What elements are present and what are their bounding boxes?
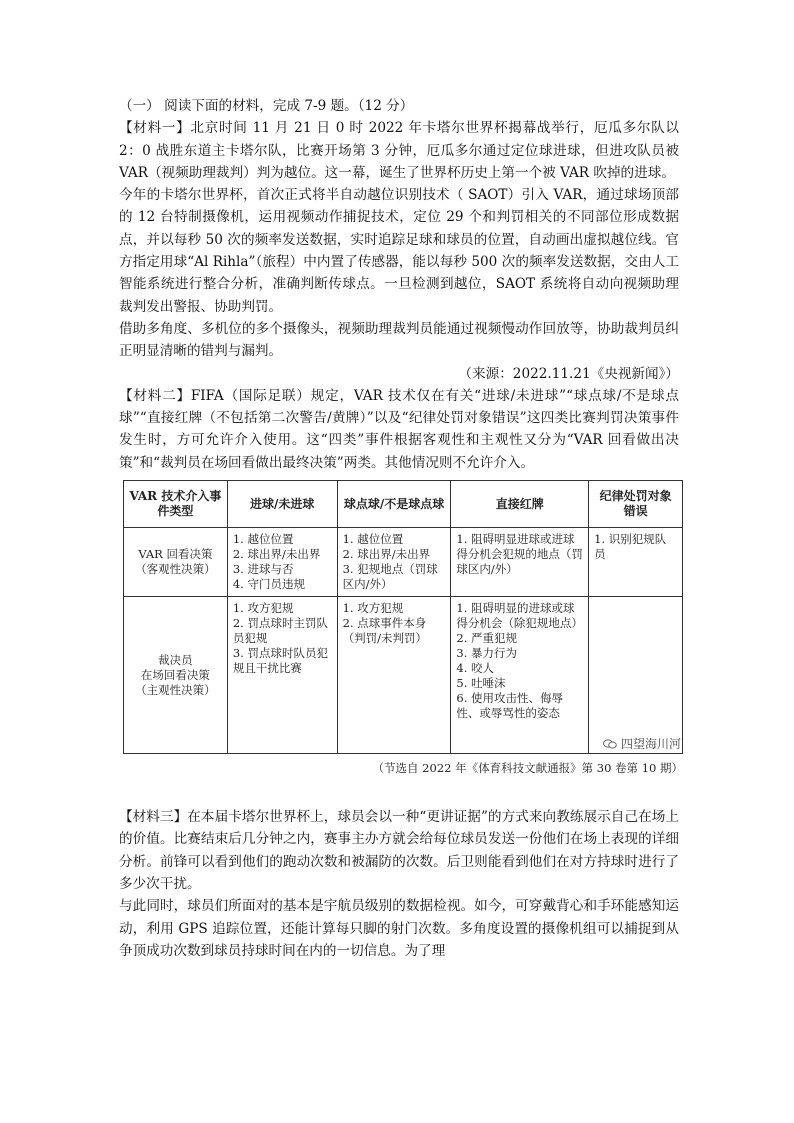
- material1-paragraph-2: 今年的卡塔尔世界杯，首次正式将半自动越位识别技术（ SAOT）引入 VAR，通过球场顶部的 12 台特制摄像机，运用视频动作捕捉技术，定位 29 个和判罚相关的不同部位形成数据点，并以每秒 50 次的频率发送数据，实时追踪足球和球员的位置，自动画出虚拟越位线。官方指定用球“Al Rihla”（旅程）中内置了传感器，能以每秒 500 次的频率发送数据，交由人工智能系统进行整合分析，准确判断传球点。一旦检测到越位，SAOT 系统将自动向视频助理裁判发出警报、协助判罚。: [119, 187, 679, 315]
- row-header-line: VAR 回看决策: [138, 547, 213, 562]
- material2-tag: 【材料二】: [119, 387, 191, 404]
- cell-line: 3. 暴力行为: [456, 646, 518, 661]
- table-cell: [589, 597, 683, 754]
- table-row: [124, 597, 683, 754]
- material2-p1-text: FIFA（国际足联）规定，VAR 技术仅在有关“进球/未进球”“球点球/不是球点球”“直接红牌（不包括第二次警告/黄牌）”以及“纪律处罚对象错误”这四类比赛判罚决策事件发生时，方可允许介入使用。这“四类”事件根据客观性和主观性又分为“VAR 回看做出决策”和“裁判员在场回看做出最终决策”两类。其他情况则不允许介入。: [119, 387, 679, 471]
- wechat-icon: [603, 739, 617, 749]
- cell-line: 2. 球出界/未出界: [232, 547, 321, 562]
- table-header-cell: VAR 技术介入事件类型: [124, 481, 228, 528]
- material2-paragraph-1: [119, 385, 679, 474]
- cell-line: 1. 攻方犯规: [342, 601, 404, 616]
- material1-tag: 【材料一】: [119, 120, 191, 137]
- table-cell: [589, 528, 683, 597]
- cell-line: 2. 球出界/未出界: [342, 547, 431, 562]
- material3-p1-text: 在本届卡塔尔世界杯上，球员会以一种“更讲证据”的方式来向教练展示自己在场上的价值。比赛结束后几分钟之内，赛事主办方就会给每位球员发送一份他们在场上表现的详细分析。前锋可以看到他们的跑动次数和被漏防的次数。后卫则能看到他们在对方持球时进行了多少次干扰。: [119, 809, 680, 892]
- table-header-row: [124, 481, 683, 528]
- var-table-figure: [123, 480, 691, 776]
- material1-p1-text: 北京时间 11 月 21 日 0 时 2022 年卡塔尔世界杯揭幕战举行，厄瓜多尔队以 2：0 战胜东道主卡塔尔队，比赛开场第 3 分钟，厄瓜多尔通过定位球进球，但进攻队员被 VAR（视频助理裁判）判为越位。这一幕，诞生了世界杯历史上第一个被 VAR 吹掉的进球。: [119, 120, 680, 181]
- table-row-header: [124, 597, 228, 754]
- material1-paragraph-1: [119, 117, 679, 184]
- document-page: [119, 95, 683, 962]
- table-header-cell: 进球/未进球: [227, 481, 337, 528]
- row-header-line: （客观性决策）: [135, 562, 216, 577]
- cell-line: 3. 犯规地点（罚球区内/外）: [342, 562, 438, 592]
- table-header-cell: 直接红牌: [451, 481, 589, 528]
- section-heading: （一） 阅读下面的材料，完成 7-9 题。（12 分）: [119, 98, 414, 114]
- table-row: [124, 528, 683, 597]
- cell-line: 1. 越位位置: [232, 532, 294, 547]
- cell-line: 4. 守门员违规: [232, 577, 305, 592]
- material3-paragraph-1: [119, 806, 679, 895]
- table-header-cell: 纪律处罚对象错误: [589, 481, 683, 528]
- cell-line: 1. 越位位置: [342, 532, 404, 547]
- table-cell: [337, 597, 451, 754]
- watermark: [603, 735, 681, 752]
- var-intervention-table: [123, 480, 683, 754]
- material3-paragraph-2: 与此同时，球员们所面对的基本是宇航员级别的数据检视。如今，可穿戴背心和手环能感知运动，利用 GPS 追踪位置，还能计算每只脚的射门次数。多角度设置的摄像机组可以捕捉到从争顶成功次数到球员持球时间在内的一切信息。为了理: [119, 898, 679, 959]
- cell-line: 4. 咬人: [456, 661, 495, 676]
- cell-line: 1. 阻碍明显的进球或球得分机会（除犯规地点）: [456, 601, 583, 631]
- cell-line: 1. 阻碍明显进球或进球得分机会犯规的地点（罚球区内/外）: [456, 532, 583, 577]
- table-cell: [451, 528, 589, 597]
- material3-tag: 【材料三】: [119, 809, 188, 826]
- cell-line: 2. 点球事件本身（判罚/未判罚）: [342, 616, 427, 646]
- cell-line: 3. 罚点球时队员犯规且干扰比赛: [232, 646, 328, 676]
- watermark-text: 四望海川河: [620, 737, 681, 752]
- row-header-line: 裁决员: [158, 652, 193, 667]
- cell-line: 5. 吐唾沫: [456, 676, 506, 691]
- cell-line: 2. 严重犯规: [456, 631, 518, 646]
- material1-source: （来源：2022.11.21《央视新闻》）: [458, 365, 679, 382]
- material1-paragraph-3: 借助多角度、多机位的多个摄像头，视频助理裁判员能通过视频慢动作回放等，协助裁判员纠正明显清晰的错判与漏判。: [119, 320, 679, 360]
- cell-line: 6. 使用攻击性、侮辱性、或辱骂性的姿态: [456, 691, 564, 721]
- table-caption: （节选自 2022 年《体育科技文献通报》第 30 卷第 10 期）: [372, 761, 683, 776]
- table-row-header: [124, 528, 228, 597]
- row-header-line: （主观性决策）: [135, 682, 216, 697]
- table-cell: [451, 597, 589, 754]
- cell-line: 3. 进球与否: [232, 562, 294, 577]
- table-cell: [227, 597, 337, 754]
- cell-line: 1. 攻方犯规: [232, 601, 294, 616]
- table-cell: [227, 528, 337, 597]
- cell-line: 1. 识别犯规队员: [594, 532, 667, 562]
- cell-line: 2. 罚点球时主罚队员犯规: [232, 616, 328, 646]
- row-header-line: 在场回看决策: [140, 667, 210, 682]
- table-cell: [337, 528, 451, 597]
- table-header-cell: 球点球/不是球点球: [337, 481, 451, 528]
